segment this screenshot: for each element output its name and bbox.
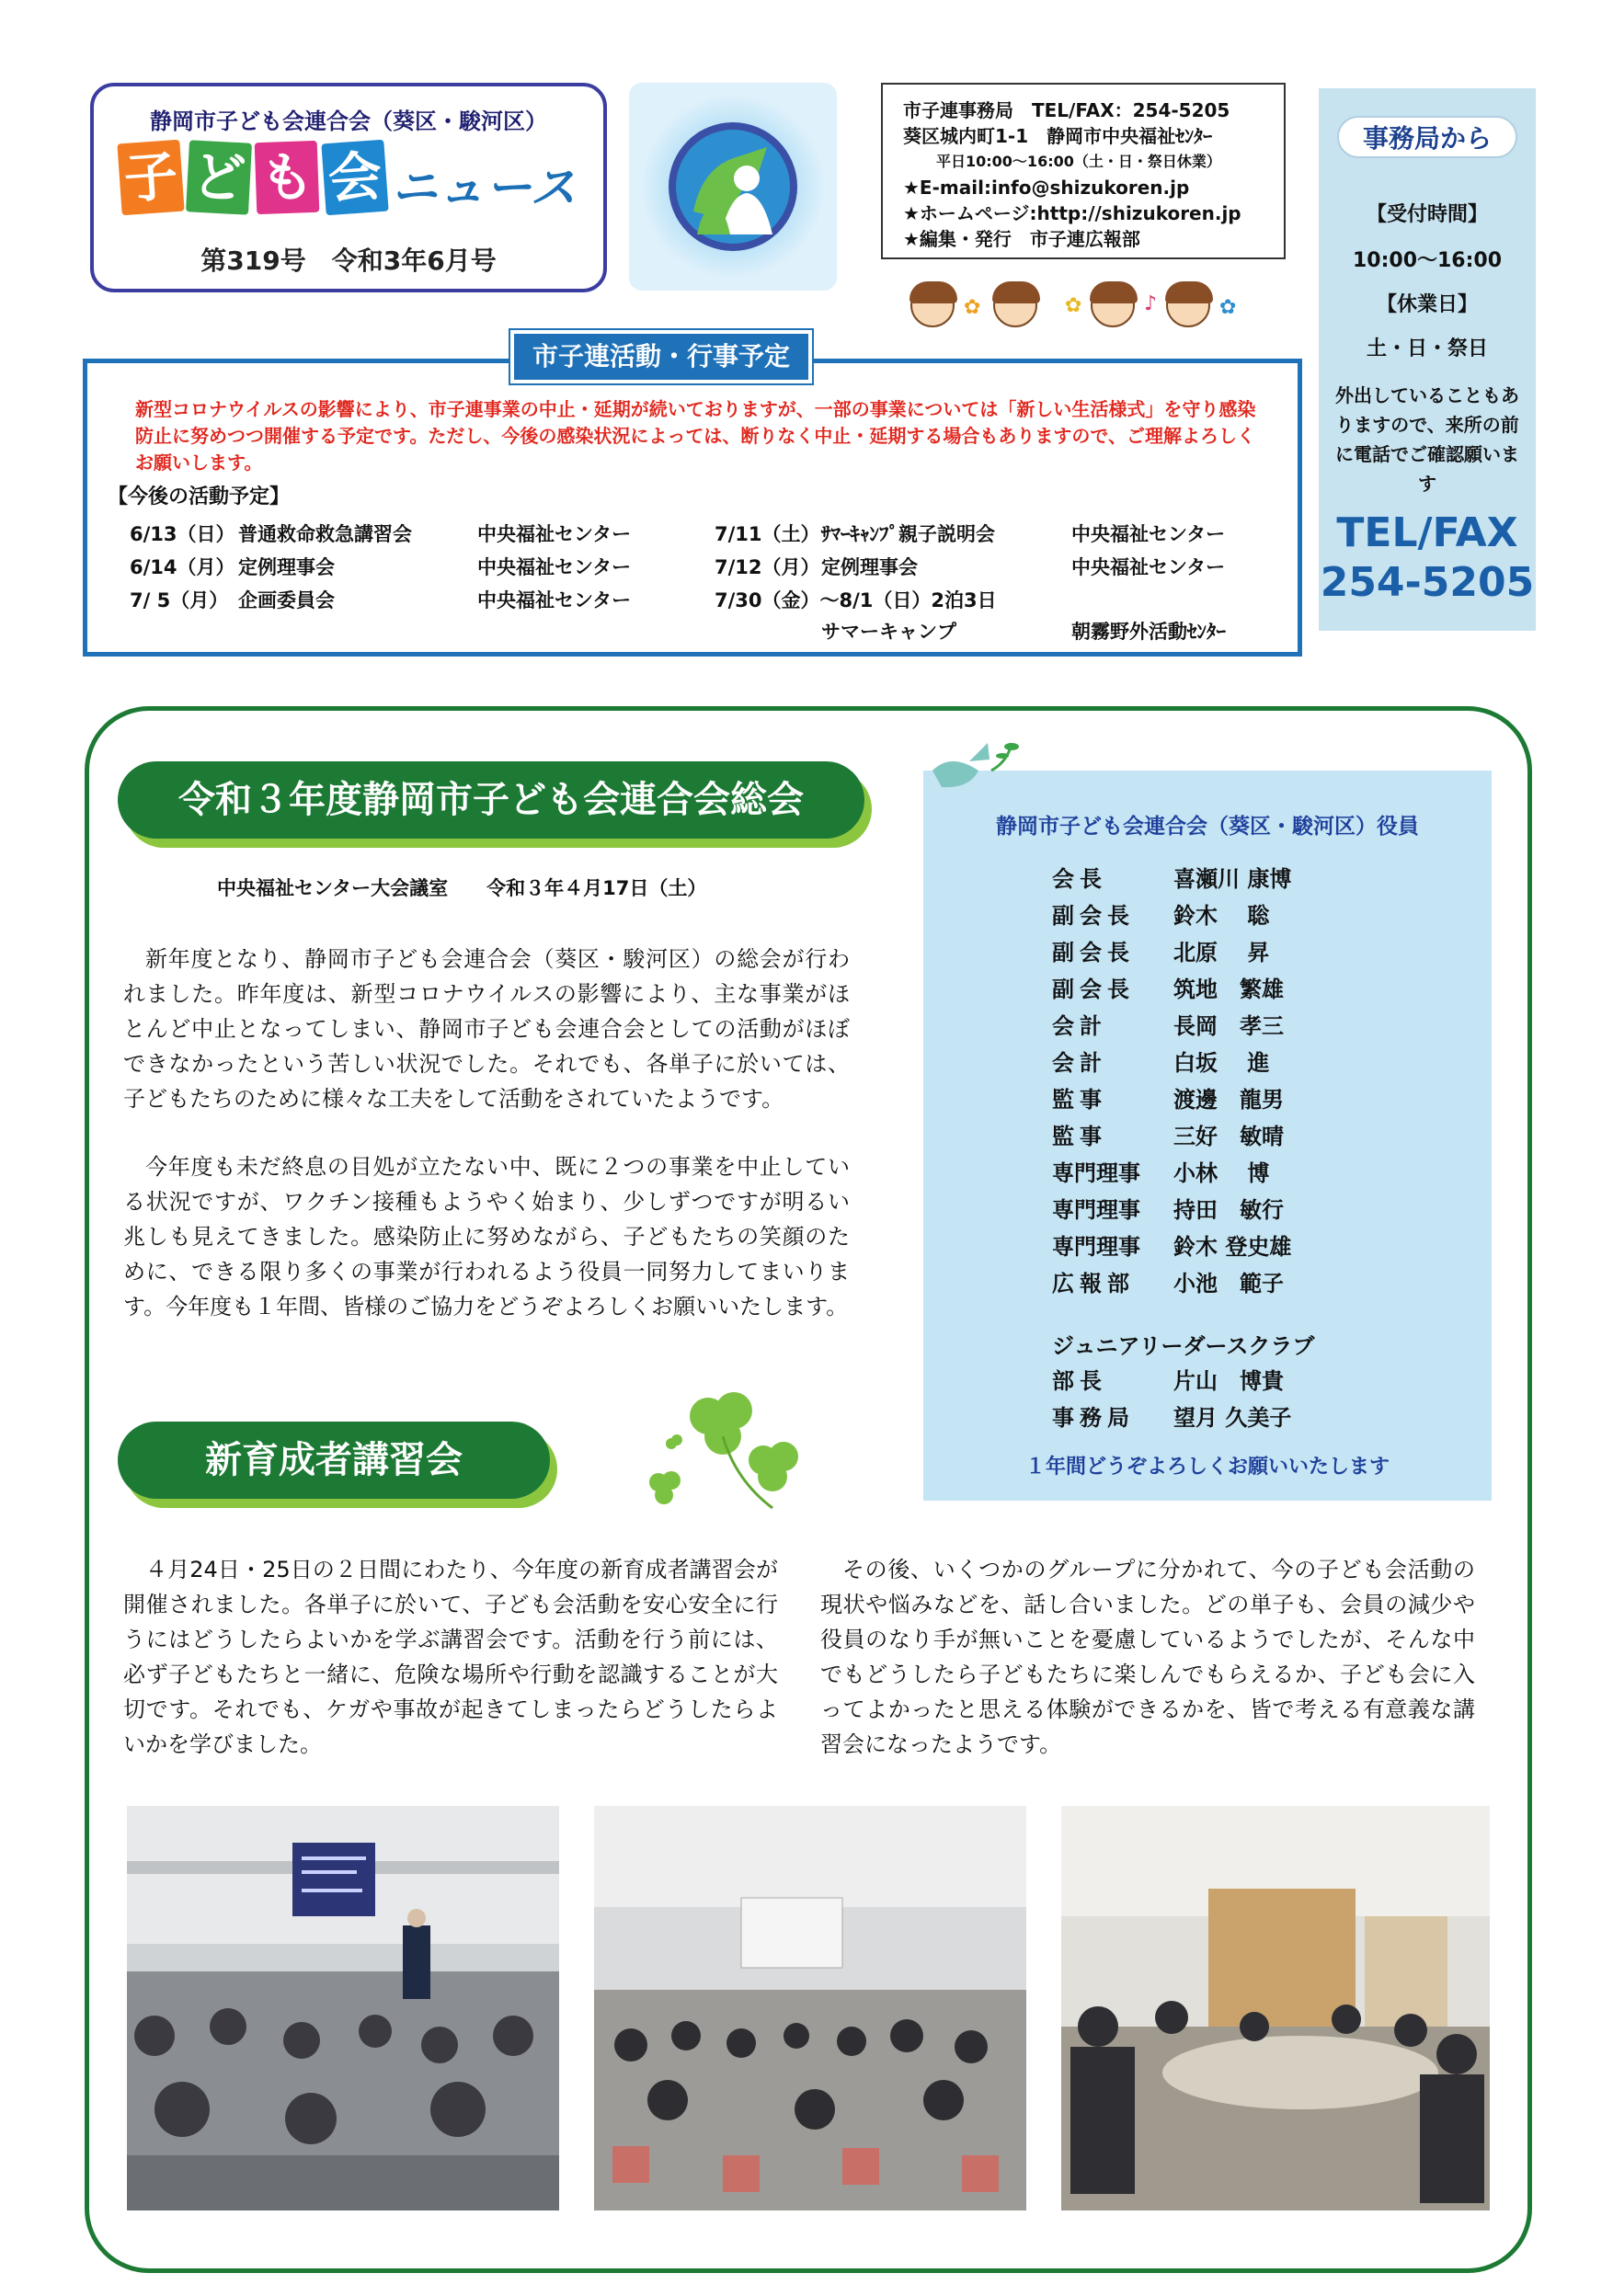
schedule-date: 6/13（日）	[130, 523, 235, 545]
schedule-date: 7/ 5（月）	[130, 589, 229, 611]
masthead	[90, 83, 607, 292]
officer-name: 鈴木 登史雄	[1173, 1234, 1292, 1260]
contact-office: 市子連事務局 TEL/FAX：254-5205	[903, 99, 1230, 121]
officer-row	[1052, 1228, 1291, 1261]
schedule-date: 6/14（月）	[130, 556, 235, 578]
child-face-icon	[910, 283, 955, 327]
officers-title: 静岡市子ども会連合会（葵区・駿河区）役員	[996, 815, 1419, 839]
office-notice	[1319, 88, 1536, 631]
flower-icon: ✿	[1219, 296, 1237, 319]
training-body-right: その後、いくつかのグループに分かれて、今の子ども会活動の現状や悩みなどを、話し合いました。どの単子も、会員の減少や役員のなり手が無いことを憂慮しているようでしたが、そんな中でもどうしたら子どもたちに楽しんでもらえるか、子ども会に入ってよかったと思える体験ができるかを、皆で考える有意義な講習会になったようです。	[820, 1557, 1475, 1757]
child-face-icon	[1166, 283, 1210, 327]
officer-row	[1052, 861, 1291, 893]
schedule-event: 企画委員会	[238, 589, 335, 611]
officer-name: 三好 敏晴	[1173, 1124, 1284, 1149]
contact-address: 葵区城内町1-1 静岡市中央福祉ｾﾝﾀｰ	[903, 125, 1213, 147]
schedule-date: 7/12（月）	[715, 556, 820, 578]
issue-number: 第319号 令和3年6月号	[200, 246, 497, 276]
child-face-icon	[1091, 283, 1135, 327]
photo-seminar	[594, 1806, 1026, 2210]
training-heading: 新育成者講習会	[118, 1422, 550, 1499]
org-logo-icon	[629, 83, 837, 291]
contact-email[interactable]: ★E-mail:info@shizukoren.jp	[903, 177, 1190, 199]
officer-name: 小林 博	[1173, 1160, 1270, 1186]
officer-role: 監事	[1052, 1124, 1107, 1149]
officer-name: 北原 昇	[1173, 940, 1270, 965]
office-note: 外出していることもありますので、来所の前に電話でご確認願います	[1335, 384, 1519, 495]
photo-lecture-hall	[127, 1806, 559, 2210]
training-body-left: ４月24日・25日の２日間にわたり、今年度の新育成者講習会が開催されました。各単子に於いて、子ども会活動を安心安全に行うにはどうしたらよいかを学ぶ講習会です。活動を行う前には、必ず子どもたちと一緒に、危険な場所や行動を認識することが大切です。それでも、ケガや事故が起きてしまったらどうしたらよいかを学びました。	[123, 1557, 778, 1757]
officer-row	[1052, 1045, 1269, 1077]
officer-role: 専門理事	[1052, 1160, 1140, 1186]
meeting-body-1: 新年度となり、静岡市子ども会連合会（葵区・駿河区）の総会が行われました。昨年度は、新型コロナウイルスの影響により、主な事業がほとんど中止となってしまい、静岡市子ども会連合会としての活動がほぼできなかったという苦しい状況でした。それでも、各単子に於いては、子どもたちのために様々な工夫をして活動をされていたようです。	[123, 946, 850, 1112]
clover-icon	[635, 1379, 818, 1517]
schedule-place: 中央福祉センター	[1071, 556, 1226, 578]
title-news: ニュース	[392, 161, 578, 214]
officer-row	[1052, 1399, 1291, 1432]
officer-role: 事務局	[1052, 1405, 1135, 1431]
contact-box	[881, 83, 1286, 259]
schedule-event: サマーキャンプ	[821, 621, 956, 643]
flower-icon: ✿	[964, 296, 981, 319]
schedule-place: 中央福祉センター	[477, 556, 632, 578]
officer-role: 監事	[1052, 1087, 1107, 1113]
officer-role: 部長	[1052, 1368, 1107, 1394]
officer-row	[1052, 1008, 1284, 1040]
music-note-icon: ♪	[1144, 292, 1158, 315]
schedule-event: 定例理事会	[821, 556, 918, 578]
title-tile: ど	[186, 140, 252, 214]
officer-row	[1052, 1192, 1284, 1224]
officers-box	[923, 771, 1492, 1501]
officer-role: 副会長	[1052, 903, 1135, 929]
title-tile: 子	[117, 140, 184, 216]
schedule-box	[83, 341, 1302, 657]
officer-role: 会計	[1052, 1013, 1107, 1039]
officer-role: 副会長	[1052, 940, 1135, 965]
officer-role: 副会長	[1052, 977, 1135, 1002]
covid-notice: 新型コロナウイルスの影響により、市子連事業の中止・延期が続いておりますが、一部の事業については「新しい生活様式」を守り感染防止に努めつつ開催する予定です。ただし、今後の感染状況によっては、断りなく中止・延期する場合もありますので、ご理解よろしくお願いします。	[135, 398, 1256, 474]
officer-name: 筑地 繁雄	[1173, 977, 1284, 1002]
officer-role: 専門理事	[1052, 1234, 1140, 1260]
officer-row	[1052, 1265, 1284, 1297]
officer-row	[1052, 897, 1269, 930]
newsletter-title	[120, 142, 578, 224]
officer-row	[1052, 1155, 1269, 1187]
officer-row	[1052, 934, 1269, 966]
officer-name: 長岡 孝三	[1173, 1013, 1284, 1039]
title-tile: も	[255, 141, 320, 214]
schedule-date: 7/11（土）	[715, 523, 820, 545]
officer-row	[1052, 1118, 1284, 1150]
officer-name: 小池 範子	[1173, 1271, 1284, 1296]
schedule-place: 中央福祉センター	[477, 589, 632, 611]
kids-illustration	[910, 283, 1260, 335]
officers-footer: １年間どうぞよろしくお願いいたします	[1024, 1456, 1390, 1479]
tel-label: TEL/FAX	[1336, 509, 1518, 556]
officer-name: 持田 敏行	[1173, 1197, 1284, 1223]
junior-leaders-label: ジュニアリーダースクラブ	[1052, 1333, 1315, 1359]
officer-row	[1052, 971, 1284, 1003]
contact-publisher: ★編集・発行 市子連広報部	[903, 228, 1140, 250]
schedule-heading: 市子連活動・行事予定	[510, 330, 812, 383]
holiday-value: 土・日・祭日	[1366, 337, 1488, 360]
officer-row	[1052, 1081, 1284, 1114]
schedule-place: 中央福祉センター	[1071, 523, 1226, 545]
office-title: 事務局から	[1337, 116, 1517, 158]
bird-icon	[923, 734, 1034, 817]
schedule-place: 朝霧野外活動ｾﾝﾀｰ	[1071, 621, 1226, 643]
officer-name: 白坂 進	[1173, 1050, 1270, 1076]
officer-name: 望月 久美子	[1173, 1405, 1292, 1431]
org-name: 静岡市子ども会連合会（葵区・駿河区）	[150, 109, 547, 134]
meeting-info: 中央福祉センター大会議室 令和３年４月17日（土）	[217, 877, 707, 899]
tel-number[interactable]: 254-5205	[1320, 559, 1535, 606]
photo-group-discussion	[1061, 1806, 1490, 2210]
flower-icon: ✿	[1065, 294, 1082, 317]
schedule-date: 7/30（金）～8/1（日）2泊3日	[715, 589, 997, 611]
officer-role: 会計	[1052, 1050, 1107, 1076]
officer-role: 広報部	[1052, 1271, 1135, 1296]
officer-name: 渡邊 龍男	[1173, 1087, 1284, 1113]
schedule-place: 中央福祉センター	[477, 523, 632, 545]
child-face-icon	[993, 283, 1037, 327]
officer-row	[1052, 1363, 1284, 1395]
schedule-event: 普通救命救急講習会	[238, 523, 412, 545]
officer-name: 片山 博貴	[1173, 1368, 1284, 1394]
officer-name: 鈴木 聡	[1173, 903, 1270, 929]
schedule-event: 定例理事会	[238, 556, 335, 578]
officer-name: 喜瀬川 康博	[1173, 866, 1292, 892]
officer-role: 専門理事	[1052, 1197, 1140, 1223]
contact-homepage[interactable]: ★ホームページ:http://shizukoren.jp	[903, 202, 1241, 224]
schedule-event: ｻﾏｰｷｬﾝﾌﾟ親子説明会	[821, 523, 995, 545]
officer-role: 会長	[1052, 866, 1107, 892]
hours-label: 【受付時間】	[1366, 203, 1488, 226]
schedule-title: 【今後の活動予定】	[108, 485, 291, 508]
contact-hours: 平日10:00～16:00（土・日・祭日休業）	[936, 153, 1221, 170]
holiday-label: 【休業日】	[1376, 293, 1478, 316]
meeting-heading: 令和３年度静岡市子ども会連合会総会	[118, 761, 864, 839]
title-tile: 会	[321, 140, 388, 216]
hours-value: 10:00～16:00	[1352, 249, 1503, 272]
meeting-body-2: 今年度も未だ終息の目処が立たない中、既に２つの事業を中止している状況ですが、ワクチン接種もようやく始まり、少しずつですが明るい兆しも見えてきました。感染防止に努めながら、子どもたちの笑顔のために、できる限り多くの事業が行われるよう役員一同努力してまいります。今年度も１年間、皆様のご協力をどうぞよろしくお願いいたします。	[123, 1154, 850, 1319]
